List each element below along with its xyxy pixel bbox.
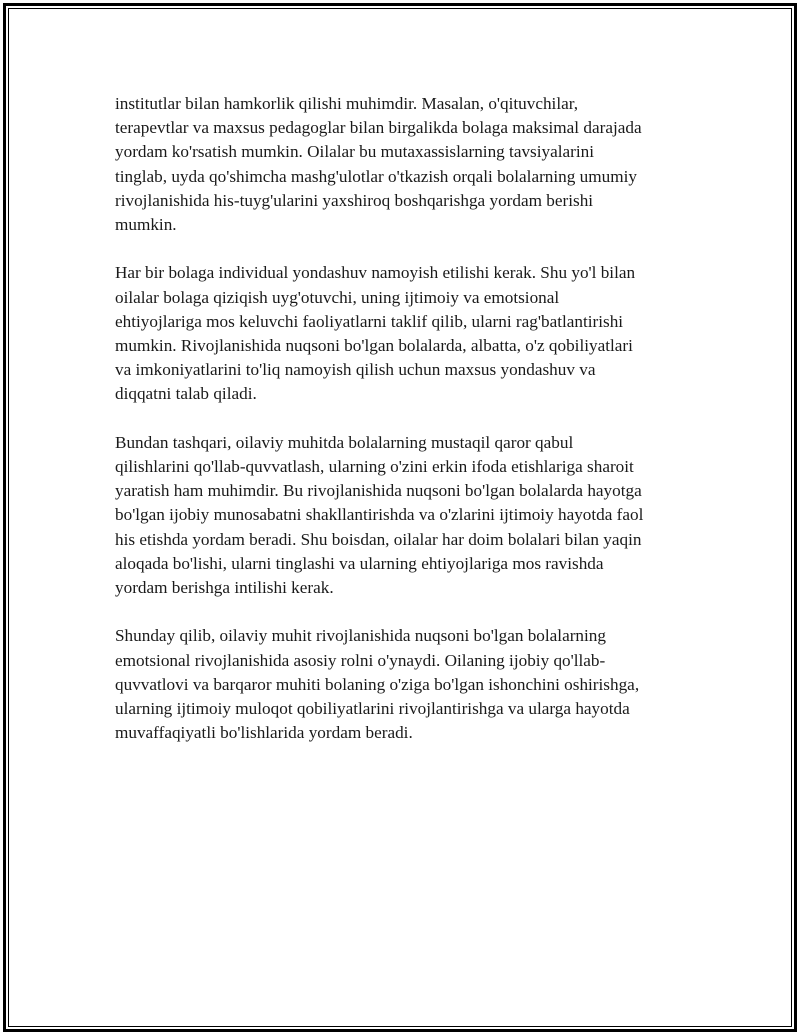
paragraph-2 xyxy=(115,261,690,406)
paragraph-3 xyxy=(115,431,690,600)
text-line: ularning ijtimoiy muloqot qobiliyatlarini rivojlantirishga va ularga hayotda xyxy=(115,699,630,719)
text-line: va imkoniyatlarini to'liq namoyish qilish uchun maxsus yondashuv va xyxy=(115,360,596,380)
text-line: oilalar bolaga qiziqish uyg'otuvchi, uning ijtimoiy va emotsional xyxy=(115,287,560,307)
text-line: Har bir bolaga individual yondashuv namoyish etilishi kerak. Shu yo'l bilan xyxy=(115,263,636,283)
text-line: yordam berishga intilishi kerak. xyxy=(115,578,334,598)
text-line: his etishda yordam beradi. Shu boisdan, oilalar har doim bolalari bilan yaqin xyxy=(115,529,642,549)
text-line: institutlar bilan hamkorlik qilishi muhimdir. Masalan, o'qituvchilar, xyxy=(115,94,579,113)
paragraph-1 xyxy=(115,92,690,237)
text-line: aloqada bo'lishi, ularni tinglashi va ularning ehtiyojlariga mos ravishda xyxy=(115,553,604,573)
text-line: muvaffaqiyatli bo'lishlarida yordam beradi. xyxy=(115,723,413,743)
text-line: diqqatni talab qiladi. xyxy=(115,384,257,404)
text-line: bo'lgan ijobiy munosabatni shakllantirishda va o'zlarini ijtimoiy hayotda faol xyxy=(115,505,644,525)
text-line: yaratish ham muhimdir. Bu rivojlanishida nuqsoni bo'lgan bolalarda hayotga xyxy=(115,481,642,501)
text-line: mumkin. xyxy=(115,215,177,235)
paragraph-4 xyxy=(115,624,690,745)
document-body xyxy=(115,92,690,770)
text-line: tinglab, uyda qo'shimcha mashg'ulotlar o'tkazish orqali bolalarning umumiy xyxy=(115,166,637,186)
text-line: qilishlarini qo'llab-quvvatlash, ularning o'zini erkin ifoda etishlariga sharoit xyxy=(115,457,634,477)
text-line: emotsional rivojlanishida asosiy rolni o'ynaydi. Oilaning ijobiy qo'llab- xyxy=(115,650,606,670)
text-line: Shunday qilib, oilaviy muhit rivojlanishida nuqsoni bo'lgan bolalarning xyxy=(115,626,606,646)
text-line: Bundan tashqari, oilaviy muhitda bolalarning mustaqil qaror qabul xyxy=(115,432,574,452)
text-line: quvvatlovi va barqaror muhiti bolaning o'ziga bo'lgan ishonchini oshirishga, xyxy=(115,674,640,694)
text-line: ehtiyojlariga mos keluvchi faoliyatlarni taklif qilib, ularni rag'batlantirishi xyxy=(115,311,624,331)
text-line: rivojlanishida his-tuyg'ularini yaxshiroq boshqarishga yordam berishi xyxy=(115,190,594,210)
text-line: terapevtlar va maxsus pedagoglar bilan birgalikda bolaga maksimal darajada xyxy=(115,118,642,138)
text-line: mumkin. Rivojlanishida nuqsoni bo'lgan bolalarda, albatta, o'z qobiliyatlari xyxy=(115,336,633,356)
text-line: yordam ko'rsatish mumkin. Oilalar bu mutaxassislarning tavsiyalarini xyxy=(115,142,595,162)
